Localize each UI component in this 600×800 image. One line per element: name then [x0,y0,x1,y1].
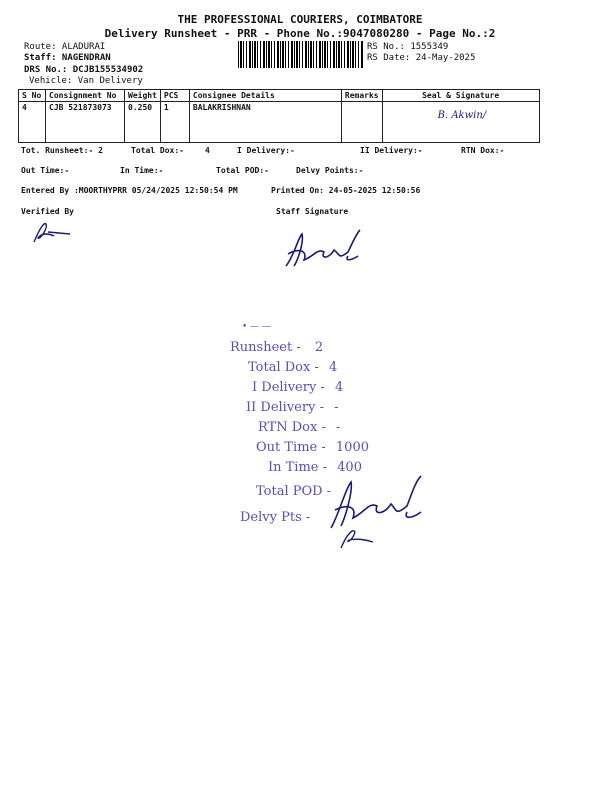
cell-consignment: CJB 521873073 [46,102,125,143]
runsheet-table [18,89,540,143]
stamp-line: I Delivery - 4 [252,380,344,395]
cell-remarks [341,102,382,143]
stamp-line: II Delivery - - [246,400,339,415]
cell-seal-signature [382,102,539,143]
seal-handwriting: B. Akwin/ [437,110,487,121]
cell-sno: 4 [19,102,46,143]
printed-on: Printed On: 24-05-2025 12:50:56 [271,186,421,195]
ii-delivery: II Delivery:- [360,146,423,155]
verified-by-label: Verified By [21,207,74,216]
cell-consignee: BALAKRISHNAN [189,102,341,143]
staff-signature-label: Staff Signature [276,207,349,216]
drs-number: DRS No.: DCJB155534902 [24,65,144,75]
col-header-remarks: Remarks [341,90,382,102]
delvy-points: Delvy Points:- [296,166,364,175]
total-dox-label: Total Dox:- [131,146,184,155]
rs-date: RS Date: 24-May-2025 [367,53,476,63]
col-header-weight: Weight [125,90,161,102]
total-pod: Total POD:- [216,166,269,175]
rs-number: RS No.: 1555349 [367,42,449,52]
stamp-signature [323,470,448,550]
stamp-line: Total POD - [256,484,332,499]
col-header-consignment: Consignment No [46,90,125,102]
staff-signature [278,226,368,274]
cell-pcs: 1 [160,102,189,143]
col-header-seal: Seal & Signature [382,90,539,102]
tot-runsheet: Tot. Runsheet:- 2 [21,146,103,155]
table-row [19,102,540,143]
verifier-signature [30,218,80,248]
stamp-line: RTN Dox - - [258,420,341,435]
stamp-line: Out Time - 1000 [256,440,369,455]
route-text: Route: ALADURAI [24,42,106,52]
stamp-block [228,320,448,550]
company-title: THE PROFESSIONAL COURIERS, COIMBATORE [177,13,423,26]
table-header-row [19,90,540,102]
total-dox-value: 4 [205,146,210,155]
out-time: Out Time:- [21,166,70,175]
barcode-image [238,41,363,68]
runsheet-subtitle: Delivery Runsheet - PRR - Phone No.:9047080280 - Page No.:2 [104,27,496,40]
col-header-consignee: Consignee Details [189,90,341,102]
stamp-line: Runsheet - 2 [230,340,324,355]
vehicle-text: Vehicle: Van Delivery [29,76,143,86]
stamp-line: In Time - 400 [268,460,362,475]
in-time: In Time:- [120,166,164,175]
i-delivery: I Delivery:- [237,146,295,155]
stamp-line: Total Dox - 4 [248,360,338,375]
rtn-dox: RTN Dox:- [461,146,505,155]
col-header-pcs: PCS [160,90,189,102]
stamp-header-mark: • — — [242,322,272,332]
entered-by: Entered By :MOORTHYPRR 05/24/2025 12:50:54 PM [21,186,238,195]
cell-weight: 0.250 [125,102,161,143]
staff-text: Staff: NAGENDRAN [24,53,111,63]
col-header-sno: S No [19,90,46,102]
stamp-line: Delvy Pts - [240,510,311,525]
